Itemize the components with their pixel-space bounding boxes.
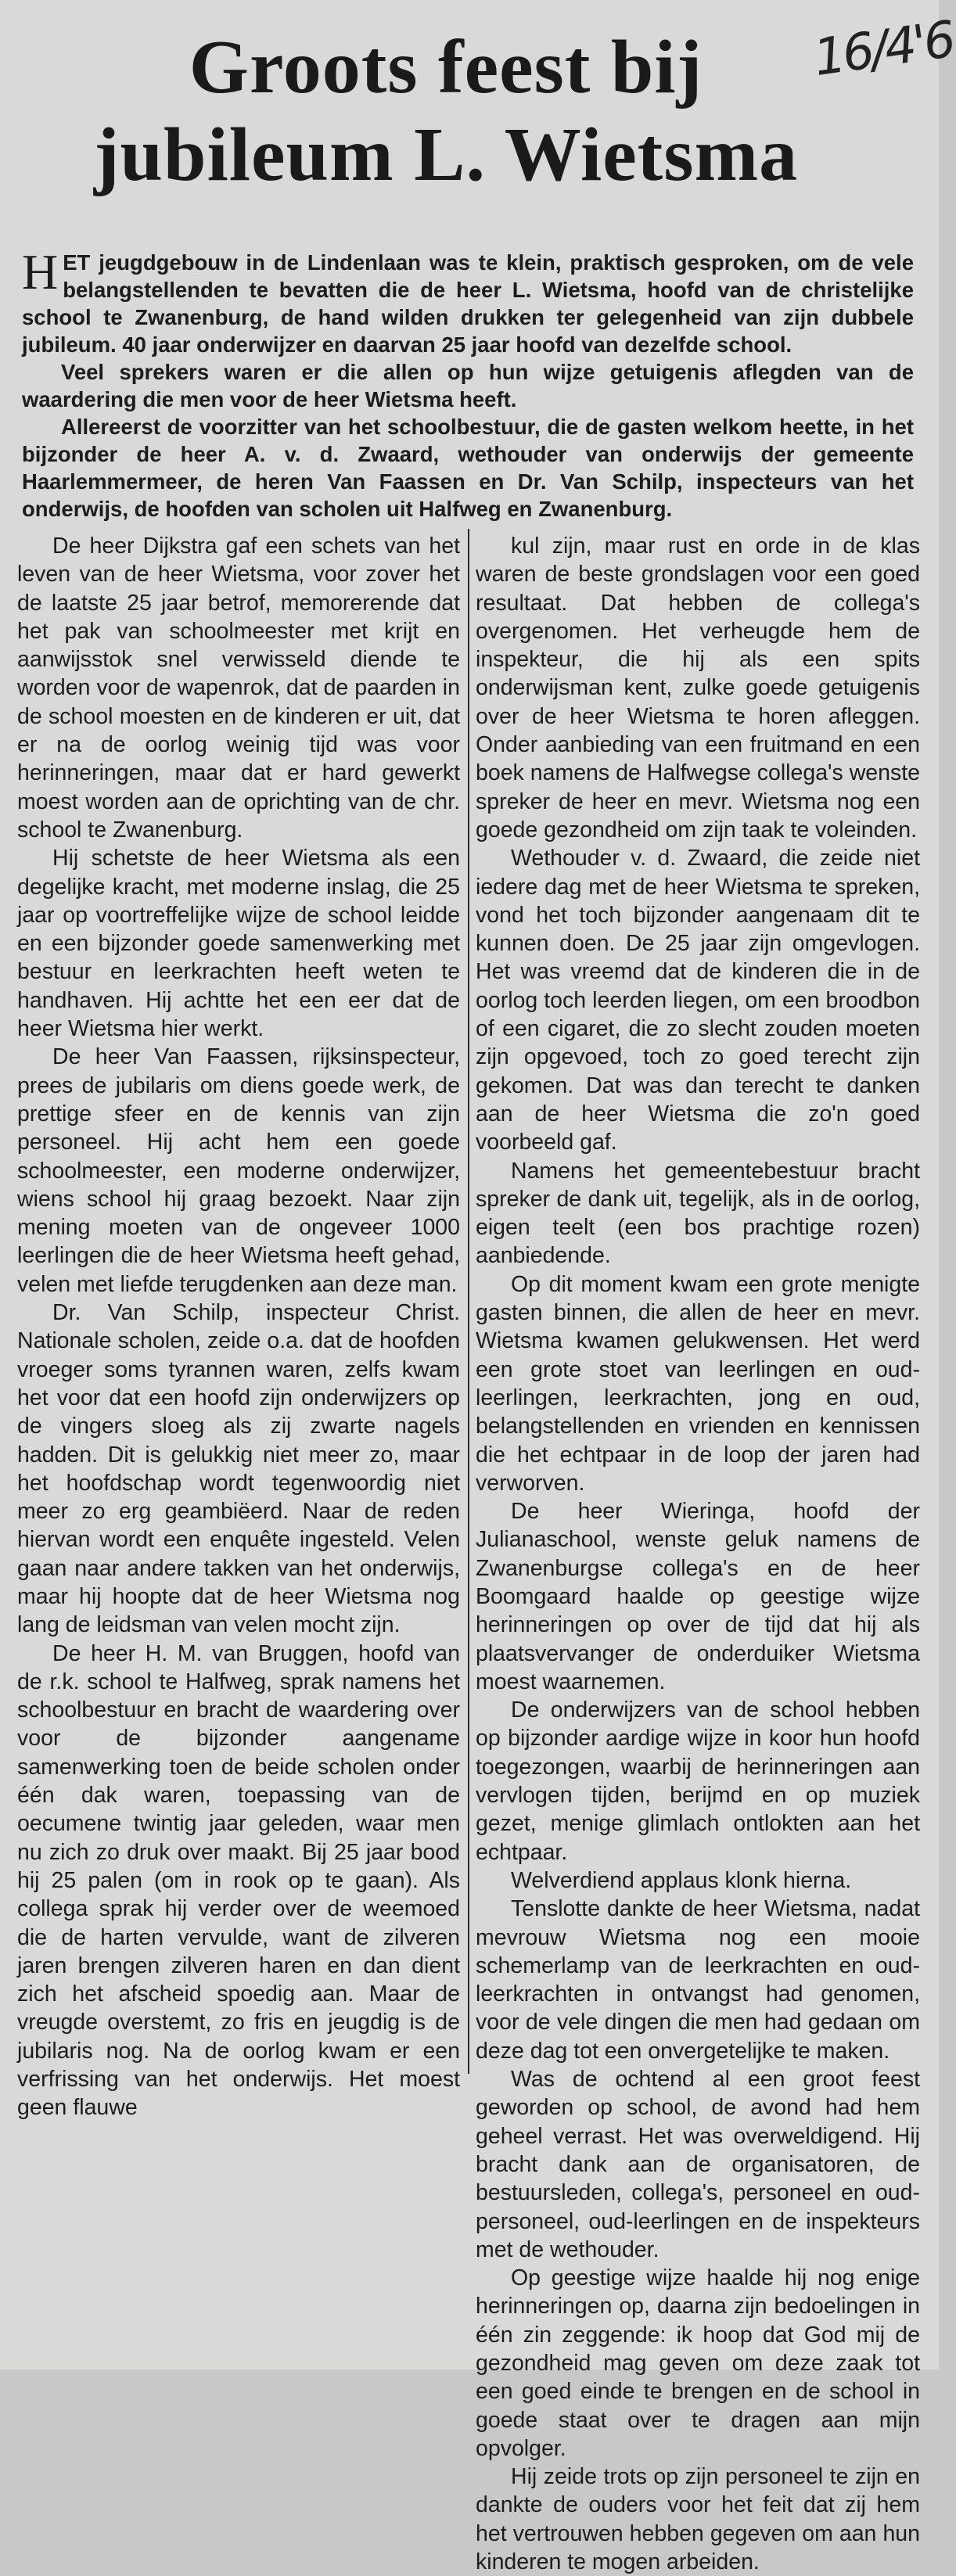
body-paragraph: Hij schetste de heer Wietsma als een degelijke kracht, met moderne inslag, die 25 jaar op voortreffelijke wijze de school leidde en een bijzonder goede samenwerking met bestuur en leerkrachten heeft weten te handhaven. Hij achtte het een eer dat de heer Wietsma hier werkt. [17,846,460,1042]
handwritten-date: 16/4'6 [810,10,956,88]
body-paragraph: Wethouder v. d. Zwaard, die zeide niet iedere dag met de heer Wietsma te spreken, vond het toch bijzonder aangenaam dit te kunnen doen. De 25 jaar zijn omgevlogen. Het was vreemd dat de kinderen die in de oorlog toch leerden liegen, om een broodbon of een cigaret, die zo slecht zouden moeten zijn opgevoed, toch zo goed terecht zijn gekomen. Dat was dan terecht te danken aan de heer Wietsma die zo'n goed voorbeeld gaf. [476,846,920,1155]
body-paragraph: Hij zeide trots op zijn personeel te zijn en dankte de ouders voor het feit dat zij hem het vertrouwen hebben gegeven om aan hun kinderen te mogen arbeiden. [476,2464,920,2575]
body-paragraph: Was de ochtend al een groot feest geworden op school, de avond had hem geheel verrast. Het was overweldigend. Hij bracht dank aan de organisatoren, de bestuursleden, collega's, personeel en oud-personeel, oud-leerlingen en de inspekteurs met de wethouder. [476,2067,920,2262]
body-paragraph: De heer Wieringa, hoofd der Julianaschool, wenste geluk namens de Zwanenburgse collega's en de heer Boomgaard haalde op geestige wijze herinneringen op over de tijd dat hij als plaatsvervanger de onderduiker Wietsma moest waarnemen. [476,1499,920,1694]
body-paragraph: De onderwijzers van de school hebben op bijzonder aardige wijze in koor hun hoofd toegezongen, waarbij de herinneringen aan vervlogen tijden, berijmd en op muziek gezet, menige glimlach ontlokten aan het echtpaar. [476,1698,920,1865]
body-paragraph: Namens het gemeentebestuur bracht spreker de dank uit, tegelijk, als in de oorlog, eigen teelt (een bos prachtige rozen) aanbiedende. [476,1158,920,1269]
body-paragraph: Tenslotte dankte de heer Wietsma, nadat mevrouw Wietsma nog een mooie schemerlamp van de leerkrachten en oud-leerkrachten in ontvangst had genomen, voor de vele dingen die men had gedaan om deze dag tot een onvergetelijke te maken. [476,1896,920,2064]
headline-line-1: Groots feest bij [189,25,703,110]
drop-cap: H [22,244,59,300]
lead-paragraph-2: Veel sprekers waren er die allen op hun wijze getuigenis aflegden van de waardering die men voor de heer Wietsma heeft. [22,360,914,411]
lead-paragraph-1 [22,244,914,358]
body-paragraph: kul zijn, maar rust en orde in de klas waren de beste grondslagen voor een goed resultaat. Dat hebben de collega's overgenomen. Het verheugde hem de inspekteur, die hij als een spits onderwijsman kent, zulke goede getuigenis over de heer Wietsma te horen afleggen. Onder aanbieding van een fruitmand en een boek namens de Halfwegse collega's wenste spreker de heer en mevr. Wietsma nog een goede gezondheid om zijn taak te voleinden. [476,534,920,842]
lead-paragraph [22,244,914,523]
body-paragraph: Op dit moment kwam een grote menigte gasten binnen, die allen de heer en mevr. Wietsma kwamen gelukwensen. Het werd een grote stoet van leerlingen en oud-leerlingen, leerkrachten, jong en oud, belangstellenden en vrienden en kennissen die het echtpaar in de loop der jaren had verworven. [476,1271,920,1496]
body-column-right [476,532,920,2576]
body-paragraph: Welverdiend applaus klonk hierna. [511,1867,852,1893]
body-paragraph: De heer Dijkstra gaf een schets van het leven van de heer Wietsma, voor zover het de laatste 25 jaar betrof, memorerende dat het pak van schoolmeester met krijt en aanwijsstok snel verwisseld diende te worden voor de wapenrok, dat de paarden in de school moesten en de kinderen er uit, dat er na de oorlog weinig tijd was voor herinneringen, maar dat er hard gewerkt moest worden aan de oprichting van de chr. school te Zwanenburg. [17,534,460,842]
headline [31,23,861,199]
body-column-left [17,532,460,2122]
lead-paragraph-3: Allereerst de voorzitter van het schoolbestuur, die de gasten welkom heette, in het bijzonder de heer A. v. d. Zwaard, wethouder van onderwijs der gemeente Haarlemmermeer, de heren Van Faassen en Dr. Van Schilp, inspecteurs van het onderwijs, de hoofden van scholen uit Halfweg en Zwanenburg. [22,415,914,521]
headline-line-2: jubileum L. Wietsma [93,113,799,197]
body-paragraph: Op geestige wijze haalde hij nog enige herinneringen op, daarna zijn bedoelingen in één zin zeggende: ik hoop dat God mij de gezondheid mag geven om deze zaak tot een goed einde te brengen en de school in goede staat over te dragen aan mijn opvolger. [476,2265,920,2461]
body-paragraph: Dr. Van Schilp, inspecteur Christ. Nationale scholen, zeide o.a. dat de hoofden vroeger soms tyrannen waren, zelfs kwam het voor dat een hoofd zijn onderwijzers op de vingers sloeg als zij zwarte nagels hadden. Dit is gelukkig niet meer zo, maar het hoofdschap wordt tegenwoordig niet meer zo erg geambiëerd. Naar de reden hiervan wordt een enquête ingesteld. Velen gaan naar andere takken van het onderwijs, maar hij hoopte dat de heer Wietsma nog lang de leidsman van velen mocht zijn. [17,1300,460,1638]
lead-text-1: ET jeugdgebouw in de Lindenlaan was te klein, praktisch gesproken, om de vele belangstellenden te bevatten die de heer L. Wietsma, hoofd van de christelijke school te Zwanenburg, de hand wilden drukken ter gelegenheid van zijn dubbele jubileum. 40 jaar onderwijzer en daarvan 25 jaar hoofd van dezelfde school. [22,250,914,357]
body-paragraph: De heer H. M. van Bruggen, hoofd van de r.k. school te Halfweg, sprak namens het schoolbestuur en bracht de waardering over voor de bijzonder aangename samenwerking toen de beide scholen onder één dak waren, toepassing van de oecumene twintig jaar geleden, waar men nu zich zo druk over maakt. Bij 25 jaar bood hij 25 palen (om in rook op te gaan). Als collega sprak hij verder over de weemoed die de harten vervulde, want de zilveren jaren brengen zilveren haren en dan dient zich het afscheid spoedig aan. Maar de vreugde overstemt, zo fris en jeugdig is de jubilaris nog. Na de oorlog kwam er een verfrissing van het onderwijs. Het moest geen flauwe [17,1640,460,2121]
body-paragraph: De heer Van Faassen, rijksinspecteur, prees de jubilaris om diens goede werk, de prettige sfeer en de kennis van zijn personeel. Hij acht hem een goede schoolmeester, een moderne onderwijzer, wiens school hij graag bezoekt. Naar zijn mening moeten van de ongeveer 1000 leerlingen die de heer Wietsma heeft gehad, velen met liefde terugdenken aan deze man. [17,1044,460,1297]
column-divider [468,529,469,2074]
